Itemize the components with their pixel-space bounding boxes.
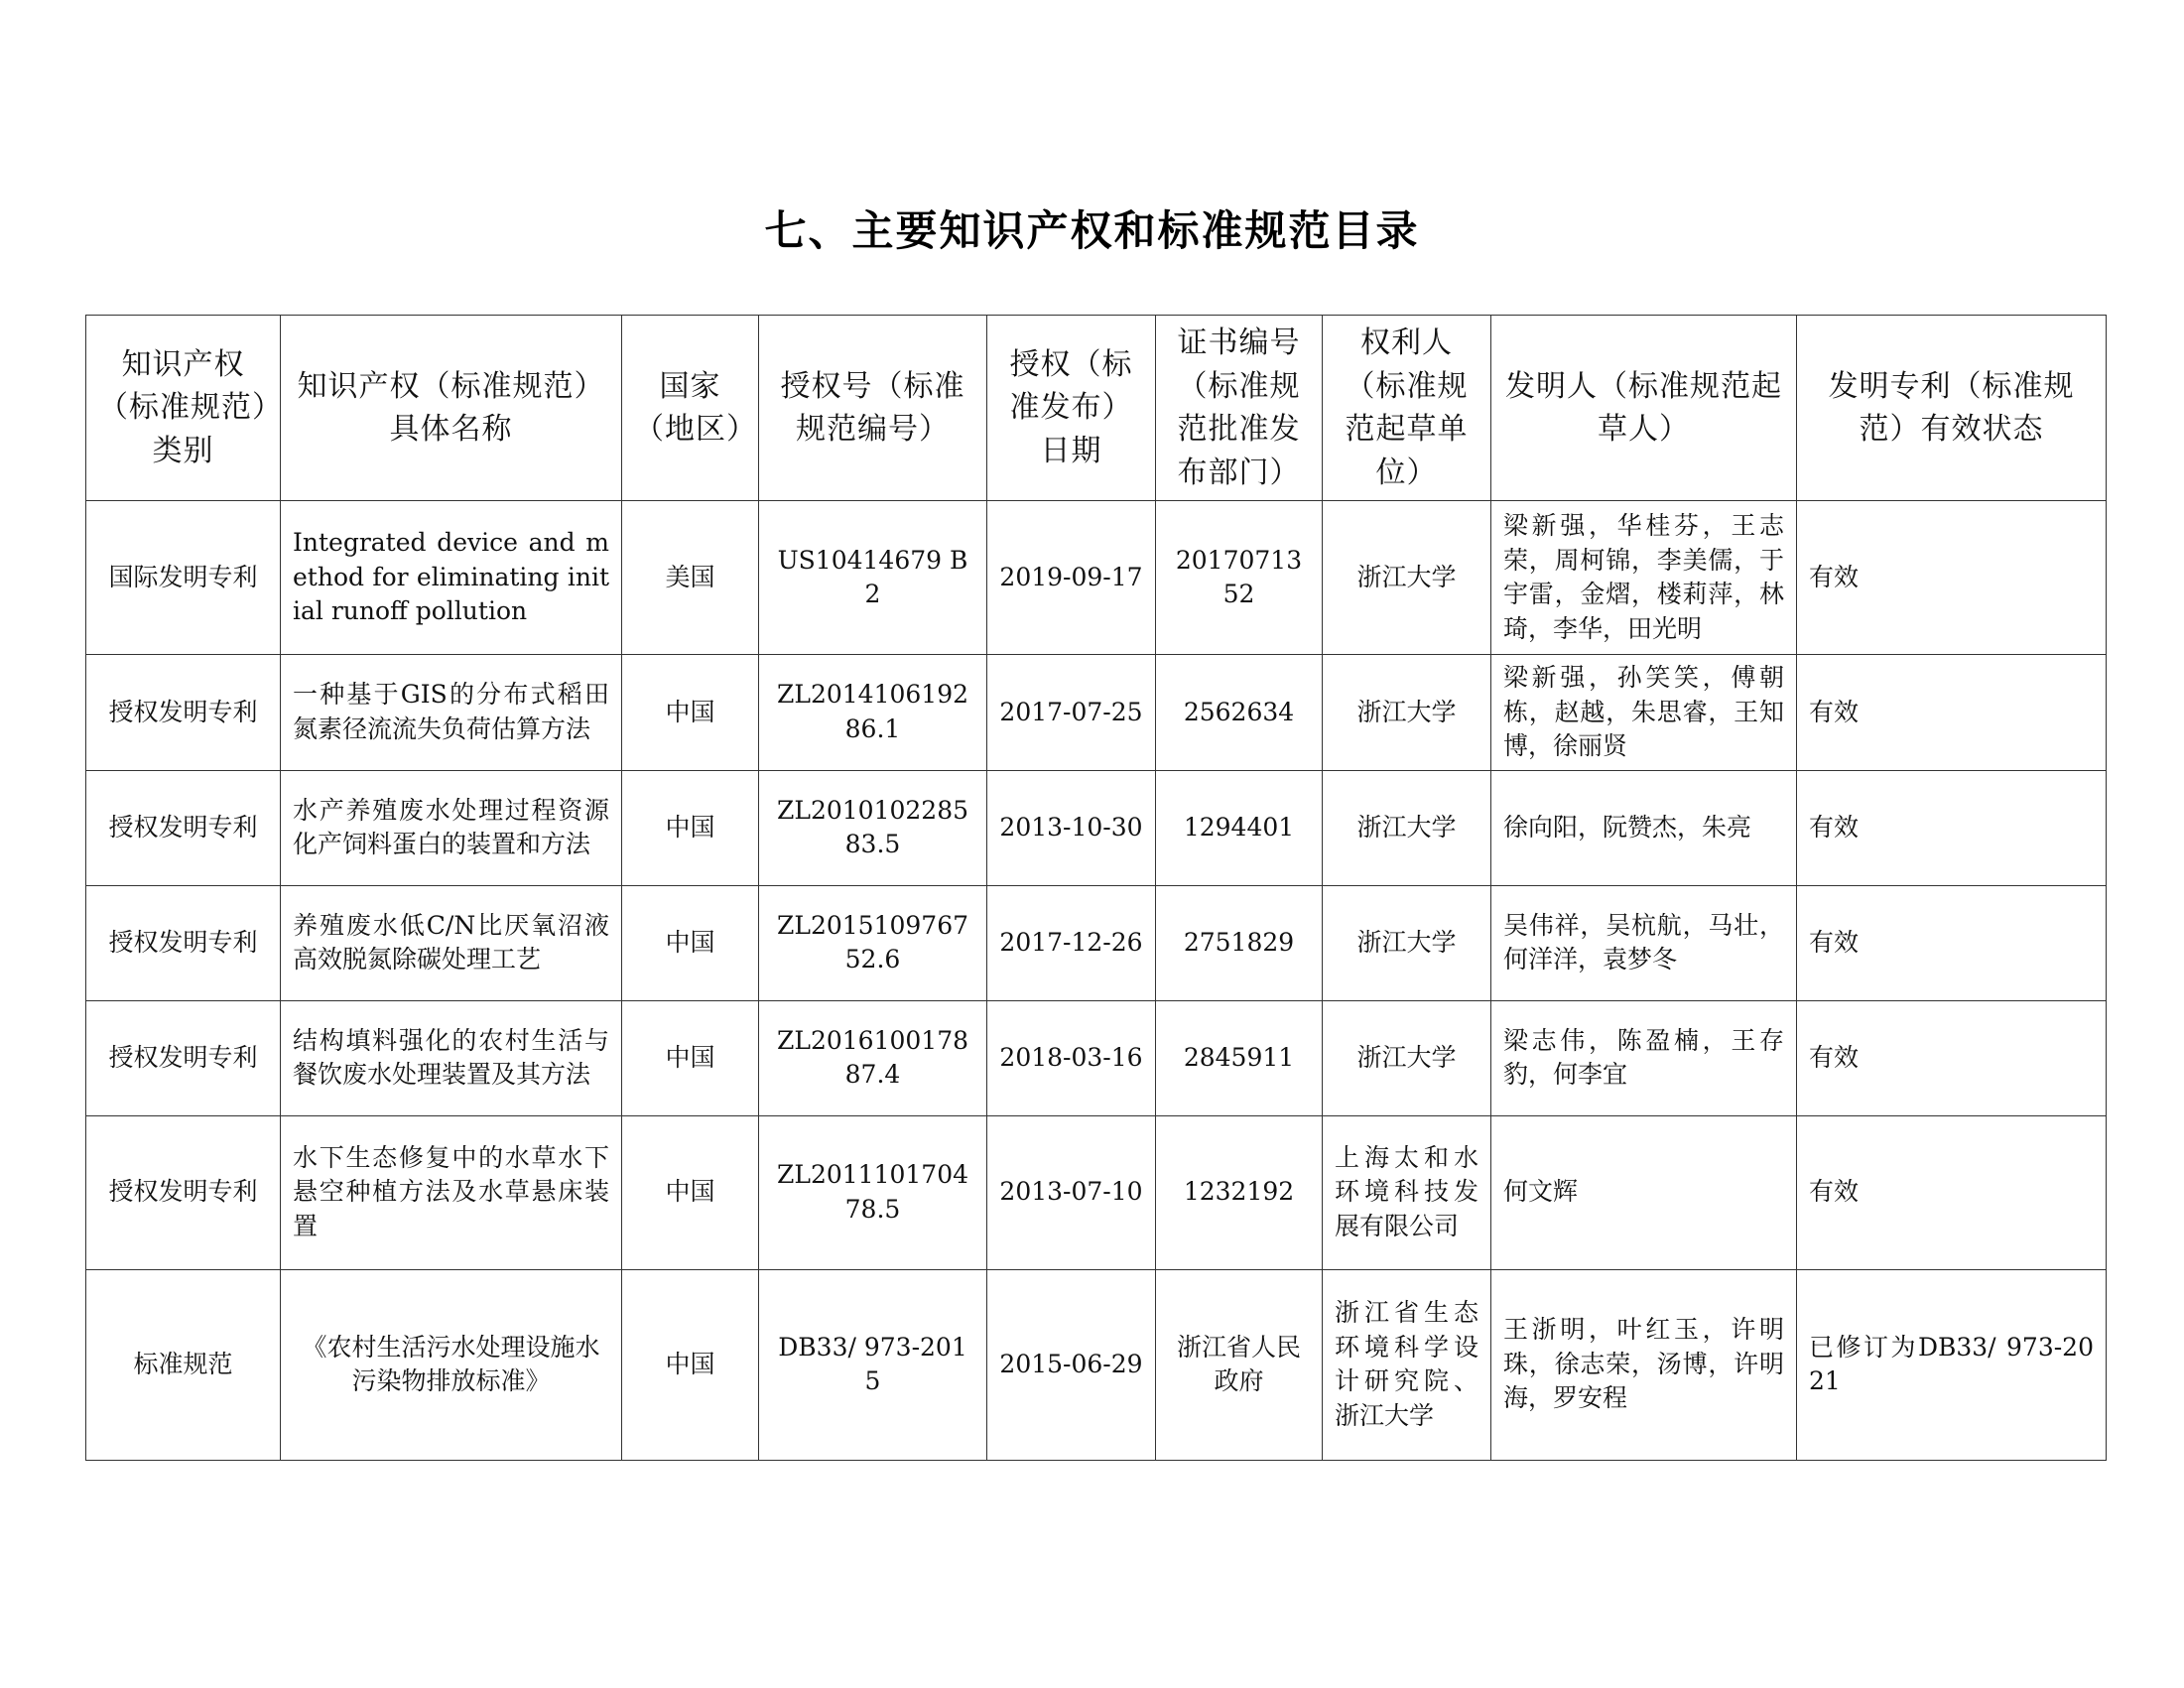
cell-inventors: 何文辉 <box>1491 1115 1797 1269</box>
cell-certificate: 2017071352 <box>1156 501 1323 655</box>
table-row <box>86 1000 2107 1115</box>
cell-name: 《农村生活污水处理设施水污染物排放标准》 <box>281 1269 622 1460</box>
cell-holder: 浙江省生态环境科学设计研究院、浙江大学 <box>1323 1269 1491 1460</box>
cell-status: 有效 <box>1797 885 2107 1000</box>
table-row <box>86 501 2107 655</box>
table-row <box>86 655 2107 771</box>
cell-category: 标准规范 <box>86 1269 281 1460</box>
ip-standards-table <box>85 315 2107 1461</box>
header-row <box>86 316 2107 501</box>
cell-date: 2017-07-25 <box>987 655 1156 771</box>
cell-date: 2017-12-26 <box>987 885 1156 1000</box>
cell-name: Integrated device and method for eliminating initial runoff pollution <box>281 501 622 655</box>
header-category: 知识产权（标准规范）类别 <box>86 316 281 501</box>
cell-certificate: 2562634 <box>1156 655 1323 771</box>
cell-name: 一种基于GIS的分布式稻田氮素径流流失负荷估算方法 <box>281 655 622 771</box>
cell-status: 有效 <box>1797 1115 2107 1269</box>
cell-number: ZL201110170478.5 <box>759 1115 987 1269</box>
cell-certificate: 浙江省人民政府 <box>1156 1269 1323 1460</box>
cell-name: 结构填料强化的农村生活与餐饮废水处理装置及其方法 <box>281 1000 622 1115</box>
cell-inventors: 梁新强，华桂芬，王志荣，周柯锦，李美儒，于宇雷，金熠，楼莉萍，林琦，李华，田光明 <box>1491 501 1797 655</box>
header-number: 授权号（标准规范编号） <box>759 316 987 501</box>
cell-status: 有效 <box>1797 501 2107 655</box>
header-certificate: 证书编号（标准规范批准发布部门） <box>1156 316 1323 501</box>
cell-date: 2013-10-30 <box>987 770 1156 885</box>
header-inventors: 发明人（标准规范起草人） <box>1491 316 1797 501</box>
cell-name: 水产养殖废水处理过程资源化产饲料蛋白的装置和方法 <box>281 770 622 885</box>
cell-category: 国际发明专利 <box>86 501 281 655</box>
table-row <box>86 885 2107 1000</box>
cell-country: 中国 <box>622 1269 759 1460</box>
cell-certificate: 2845911 <box>1156 1000 1323 1115</box>
cell-inventors: 吴伟祥，吴杭航，马壮，何洋洋，袁梦冬 <box>1491 885 1797 1000</box>
cell-name: 水下生态修复中的水草水下悬空种植方法及水草悬床装置 <box>281 1115 622 1269</box>
cell-country: 美国 <box>622 501 759 655</box>
header-country: 国家（地区） <box>622 316 759 501</box>
page-title: 七、主要知识产权和标准规范目录 <box>764 206 1420 255</box>
cell-holder: 浙江大学 <box>1323 770 1491 885</box>
cell-certificate: 1294401 <box>1156 770 1323 885</box>
cell-status: 有效 <box>1797 1000 2107 1115</box>
cell-number: DB33/ 973-2015 <box>759 1269 987 1460</box>
cell-country: 中国 <box>622 655 759 771</box>
cell-country: 中国 <box>622 770 759 885</box>
header-holder: 权利人（标准规范起草单位） <box>1323 316 1491 501</box>
cell-country: 中国 <box>622 1115 759 1269</box>
cell-status: 有效 <box>1797 655 2107 771</box>
cell-category: 授权发明专利 <box>86 655 281 771</box>
cell-number: US10414679 B2 <box>759 501 987 655</box>
cell-category: 授权发明专利 <box>86 1115 281 1269</box>
header-status: 发明专利（标准规范）有效状态 <box>1797 316 2107 501</box>
table-row <box>86 1115 2107 1269</box>
cell-certificate: 1232192 <box>1156 1115 1323 1269</box>
cell-number: ZL201510976752.6 <box>759 885 987 1000</box>
cell-number: ZL201410619286.1 <box>759 655 987 771</box>
cell-holder: 浙江大学 <box>1323 655 1491 771</box>
cell-date: 2018-03-16 <box>987 1000 1156 1115</box>
cell-date: 2013-07-10 <box>987 1115 1156 1269</box>
cell-holder: 浙江大学 <box>1323 1000 1491 1115</box>
cell-inventors: 梁新强，孙笑笑，傅朝栋，赵越，朱思睿，王知博，徐丽贤 <box>1491 655 1797 771</box>
table-row <box>86 770 2107 885</box>
cell-category: 授权发明专利 <box>86 1000 281 1115</box>
cell-date: 2015-06-29 <box>987 1269 1156 1460</box>
cell-certificate: 2751829 <box>1156 885 1323 1000</box>
table-row <box>86 1269 2107 1460</box>
cell-holder: 浙江大学 <box>1323 885 1491 1000</box>
cell-status: 有效 <box>1797 770 2107 885</box>
cell-status: 已修订为DB33/ 973-2021 <box>1797 1269 2107 1460</box>
cell-country: 中国 <box>622 885 759 1000</box>
cell-date: 2019-09-17 <box>987 501 1156 655</box>
cell-category: 授权发明专利 <box>86 770 281 885</box>
cell-country: 中国 <box>622 1000 759 1115</box>
cell-inventors: 王浙明，叶红玉，许明珠，徐志荣，汤博，许明海，罗安程 <box>1491 1269 1797 1460</box>
cell-holder: 上海太和水环境科技发展有限公司 <box>1323 1115 1491 1269</box>
cell-inventors: 梁志伟，陈盈楠，王存豹，何李宜 <box>1491 1000 1797 1115</box>
cell-holder: 浙江大学 <box>1323 501 1491 655</box>
header-name: 知识产权（标准规范）具体名称 <box>281 316 622 501</box>
cell-name: 养殖废水低C/N比厌氧沼液高效脱氮除碳处理工艺 <box>281 885 622 1000</box>
cell-inventors: 徐向阳，阮赞杰，朱亮 <box>1491 770 1797 885</box>
cell-category: 授权发明专利 <box>86 885 281 1000</box>
header-date: 授权（标准发布）日期 <box>987 316 1156 501</box>
cell-number: ZL201010228583.5 <box>759 770 987 885</box>
cell-number: ZL201610017887.4 <box>759 1000 987 1115</box>
